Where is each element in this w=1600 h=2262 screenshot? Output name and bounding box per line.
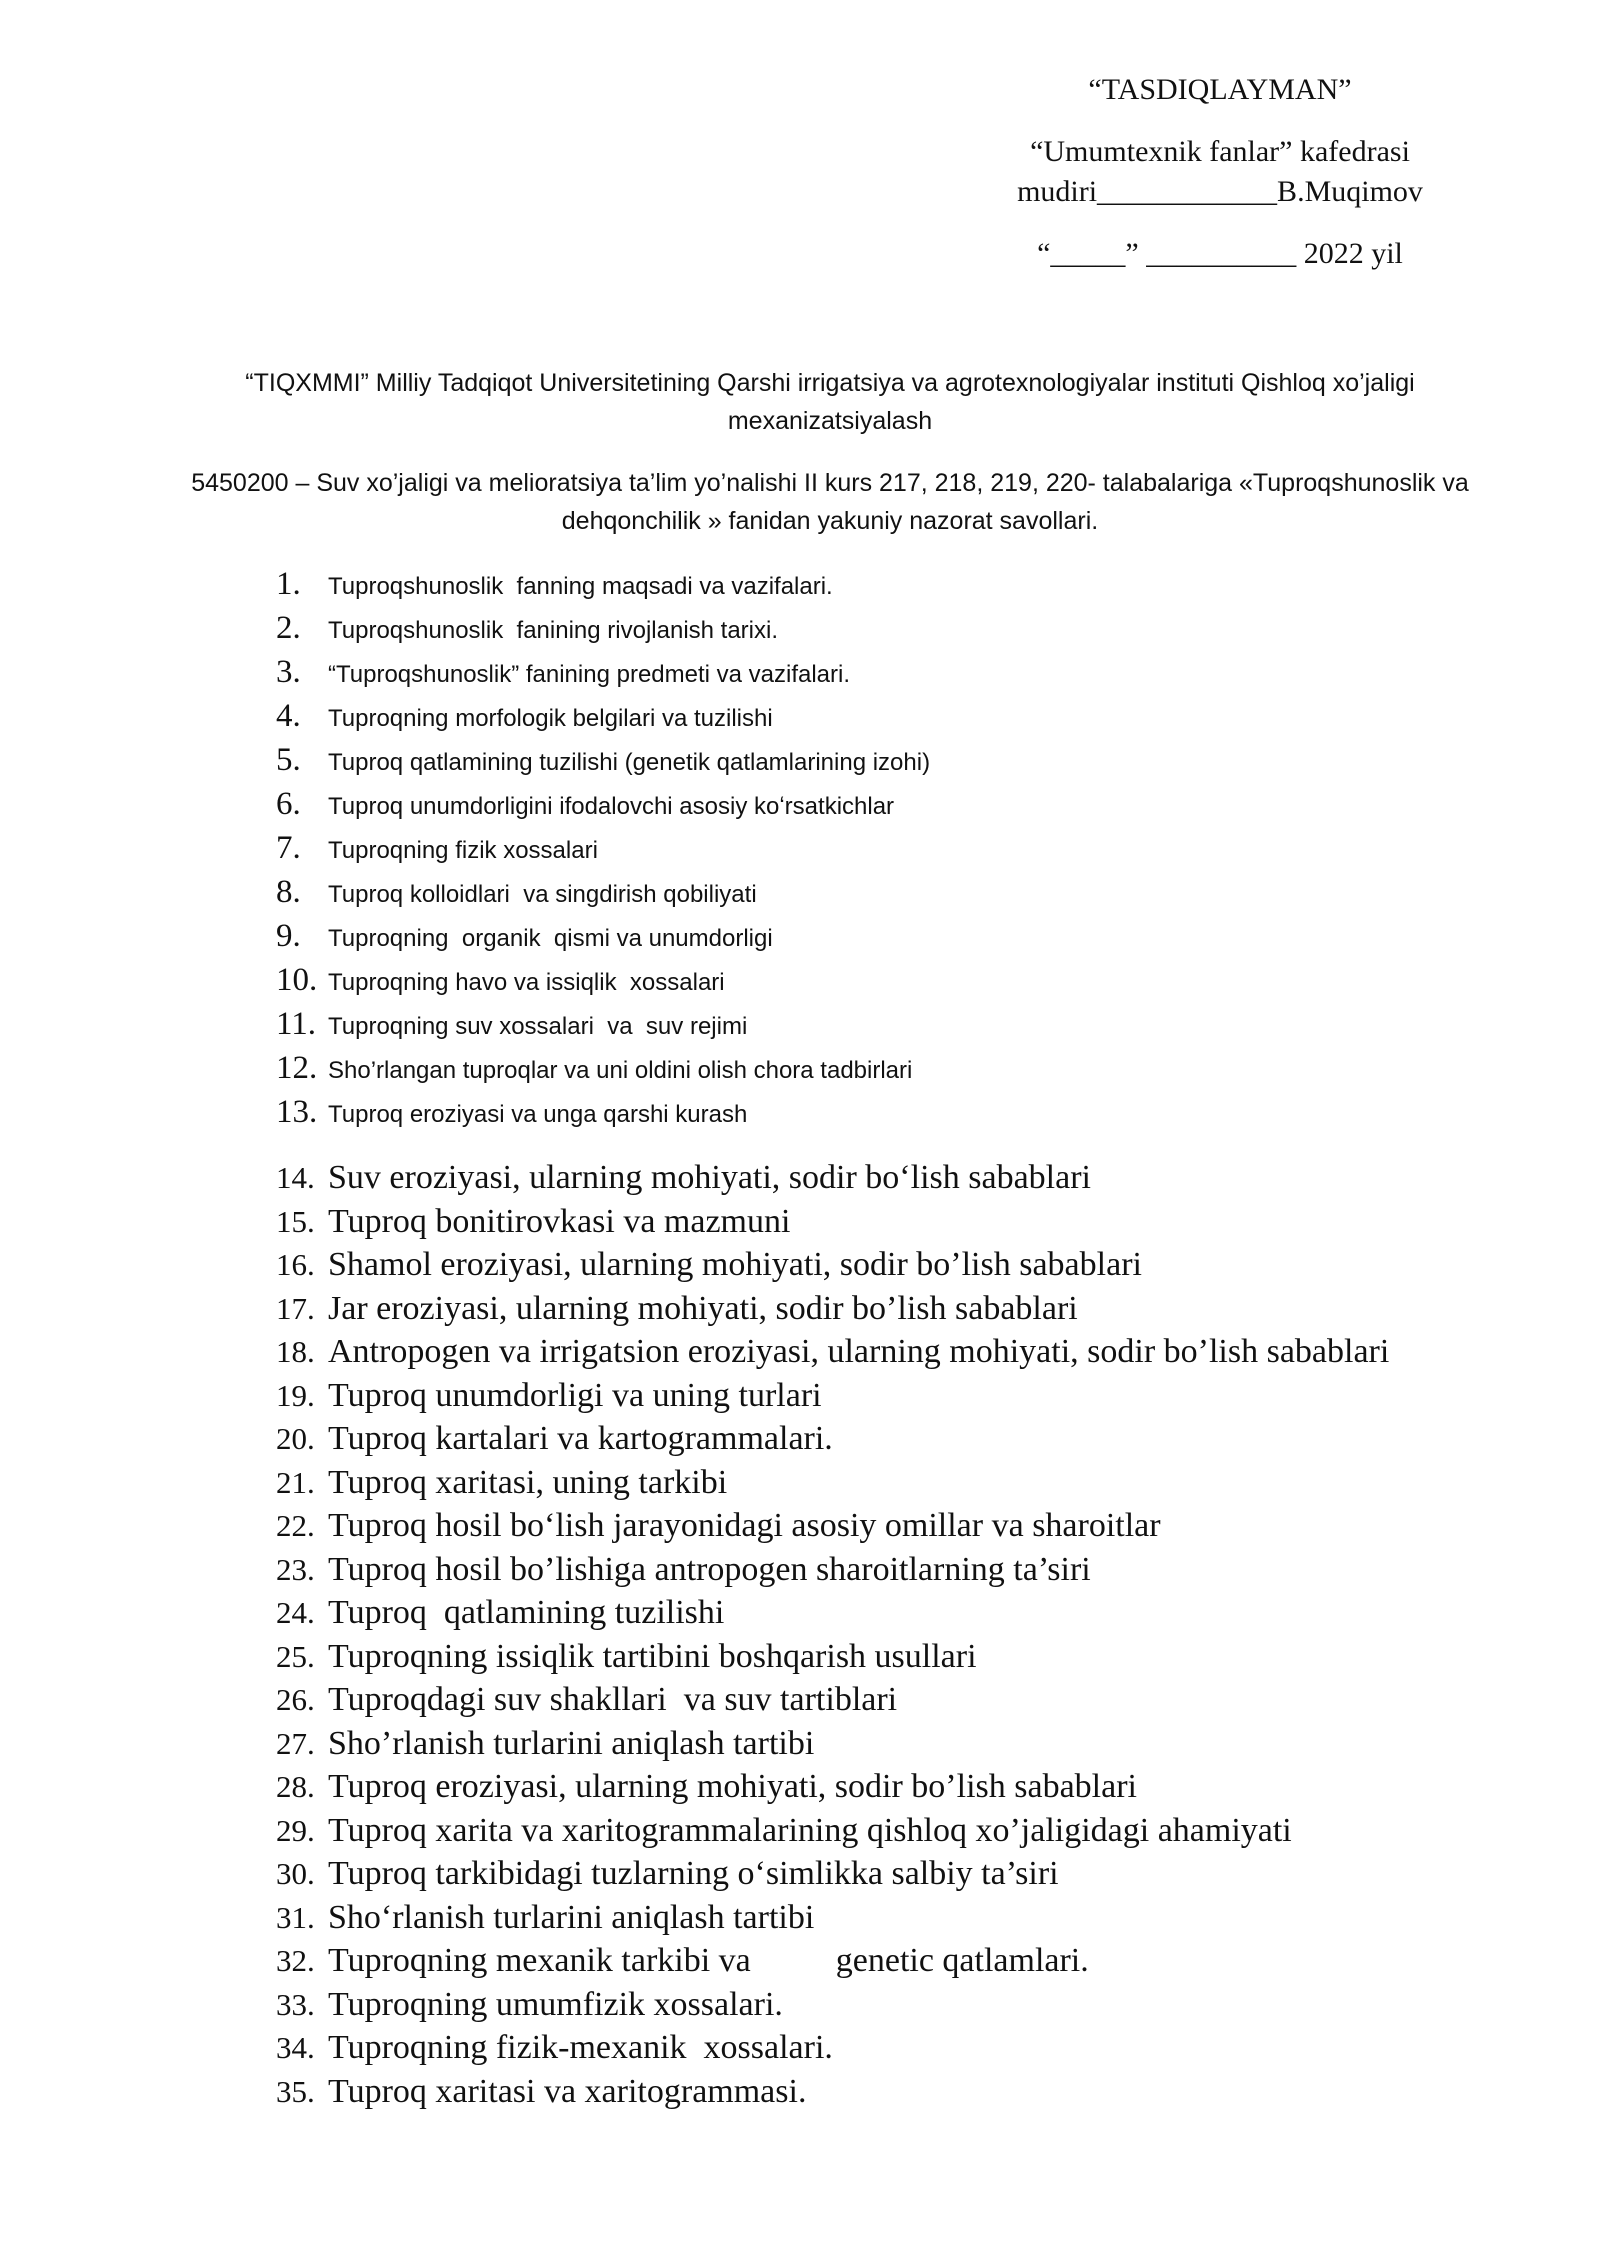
question-number: 1. xyxy=(276,566,301,602)
question-item xyxy=(276,1852,1436,1896)
question-item xyxy=(276,2070,1436,2114)
question-number: 24. xyxy=(276,1595,315,1630)
question-number: 21. xyxy=(276,1464,315,1500)
question-text: Tuproq hosil bo’lishiga antropogen sharoitlarning ta’siri xyxy=(328,1550,1091,1588)
question-item xyxy=(276,742,1436,786)
question-number: 11. xyxy=(276,1006,317,1042)
question-number: 27. xyxy=(276,1725,315,1761)
question-number: 10. xyxy=(276,962,318,998)
question-number: 23. xyxy=(276,1551,315,1587)
question-text: Tuproq hosil boʻlish jarayonidagi asosiy omillar va sharoitlar xyxy=(328,1507,1161,1544)
question-item xyxy=(276,1722,1436,1766)
question-number: 14. xyxy=(276,1160,315,1195)
question-number: 35. xyxy=(276,2073,315,2109)
question-item xyxy=(276,918,1436,962)
question-text: Tuproq xaritasi va xaritogrammasi. xyxy=(328,2072,807,2110)
question-item xyxy=(276,1635,1436,1679)
question-item xyxy=(276,786,1436,830)
question-text: “Tuproqshunoslik” fanining predmeti va vazifalari. xyxy=(328,661,851,688)
question-text: Tuproqning havo va issiqlik xossalari xyxy=(328,969,725,996)
question-text: Sho’rlanish turlarini aniqlash tartibi xyxy=(328,1724,815,1762)
question-text: Tuproqning issiqlik tartibini boshqarish usullari xyxy=(328,1637,977,1675)
question-number: 25. xyxy=(276,1638,315,1674)
question-number: 8. xyxy=(276,874,301,910)
question-text: Antropogen va irrigatsion eroziyasi, ularning mohiyati, sodir bo’lish sabablari xyxy=(328,1333,1390,1370)
question-text: Tuproq eroziyasi, ularning mohiyati, sodir bo’lish sabablari xyxy=(328,1768,1137,1805)
question-number: 22. xyxy=(276,1508,315,1543)
question-item xyxy=(276,1983,1436,2027)
question-number: 29. xyxy=(276,1812,315,1848)
approval-title: “TASDIQLAYMAN” xyxy=(1088,73,1352,106)
question-item xyxy=(276,1678,1436,1722)
question-number: 30. xyxy=(276,1856,315,1891)
question-text: Tuproq unumdorligi va uning turlari xyxy=(328,1376,822,1414)
question-item xyxy=(276,1006,1436,1050)
question-item xyxy=(276,1050,1436,1094)
question-text: Shamol eroziyasi, ularning mohiyati, sodir bo’lish sabablari xyxy=(328,1246,1142,1283)
question-number: 20. xyxy=(276,1421,315,1456)
question-item xyxy=(276,1243,1436,1287)
question-text: Tuproqning suv xossalari va suv rejimi xyxy=(328,1013,748,1040)
question-number: 5. xyxy=(276,742,301,778)
question-item xyxy=(276,1200,1436,1244)
approval-block xyxy=(960,70,1480,274)
question-text: Tuproq qatlamining tuzilishi xyxy=(328,1594,725,1631)
question-text: Tuproqshunoslik fanining rivojlanish tarixi. xyxy=(328,617,778,644)
question-item xyxy=(276,1939,1436,1983)
question-text: Tuproq kartalari va kartogrammalari. xyxy=(328,1420,833,1457)
question-text: Suv eroziyasi, ularning mohiyati, sodir boʻlish sabablari xyxy=(328,1159,1091,1196)
question-item xyxy=(276,1548,1436,1592)
question-text: Tuproqning morfologik belgilari va tuzilishi xyxy=(328,705,773,732)
question-item xyxy=(276,830,1436,874)
question-number: 3. xyxy=(276,654,301,690)
questions-list-part1 xyxy=(276,566,1436,1138)
question-text: Shoʻrlanish turlarini aniqlash tartibi xyxy=(328,1898,815,1936)
question-number: 18. xyxy=(276,1334,315,1369)
question-number: 26. xyxy=(276,1682,315,1717)
question-number: 32. xyxy=(276,1943,315,1978)
question-item xyxy=(276,1809,1436,1853)
question-item xyxy=(276,1765,1436,1809)
question-number: 2. xyxy=(276,610,301,646)
question-number: 33. xyxy=(276,1986,315,2022)
question-number: 9. xyxy=(276,918,301,954)
question-item xyxy=(276,654,1436,698)
question-text: Tuproqning umumfizik xossalari. xyxy=(328,1985,783,2023)
question-item xyxy=(276,1504,1436,1548)
question-item xyxy=(276,566,1436,610)
question-number: 17. xyxy=(276,1290,315,1326)
question-number: 13. xyxy=(276,1094,318,1130)
question-item xyxy=(276,874,1436,918)
question-item xyxy=(276,1094,1436,1138)
question-item xyxy=(276,698,1436,742)
question-text: Tuproq unumdorligini ifodalovchi asosiy koʻrsatkichlar xyxy=(328,793,895,820)
question-number: 12. xyxy=(276,1050,318,1086)
question-item xyxy=(276,1896,1436,1940)
question-number: 6. xyxy=(276,786,301,822)
document-heading-institution: “TIQXMMI” Milliy Tadqiqot Universitetining Qarshi irrigatsiya va agrotexnologiyalar instituti Qishloq xo’jaligi mexanizatsiyalash xyxy=(245,369,1415,435)
question-number: 7. xyxy=(276,830,301,866)
question-number: 19. xyxy=(276,1377,315,1413)
question-item xyxy=(276,1287,1436,1331)
question-number: 15. xyxy=(276,1203,315,1239)
question-text: Tuproq xaritasi, uning tarkibi xyxy=(328,1463,728,1501)
question-item xyxy=(276,1417,1436,1461)
approval-head-signature: mudiri____________B.Muqimov xyxy=(1017,175,1423,208)
question-text: Tuproqning mexanik tarkibi va genetic qatlamlari. xyxy=(328,1942,1089,1979)
question-item xyxy=(276,1374,1436,1418)
question-item xyxy=(276,1591,1436,1635)
question-text: Tuproq xarita va xaritogrammalarining qishloq xo’jaligidagi ahamiyati xyxy=(328,1811,1292,1849)
question-text: Tuproqning fizik xossalari xyxy=(328,837,598,864)
question-text: Sho’rlangan tuproqlar va uni oldini olish chora tadbirlari xyxy=(328,1057,913,1084)
approval-department: “Umumtexnik fanlar” kafedrasi xyxy=(1030,135,1410,168)
question-number: 31. xyxy=(276,1899,315,1935)
question-item xyxy=(276,2026,1436,2070)
question-number: 34. xyxy=(276,2030,315,2065)
question-item xyxy=(276,1156,1436,1200)
question-text: Tuproqning organik qismi va unumdorligi xyxy=(328,925,773,952)
question-item xyxy=(276,1330,1436,1374)
question-item xyxy=(276,962,1436,1006)
question-text: Tuproqning fizik-mexanik xossalari. xyxy=(328,2029,833,2066)
question-number: 28. xyxy=(276,1769,315,1804)
question-item xyxy=(276,610,1436,654)
question-text: Tuproq tarkibidagi tuzlarning oʻsimlikka salbiy ta’siri xyxy=(328,1855,1059,1892)
question-text: Tuproqshunoslik fanning maqsadi va vazifalari. xyxy=(328,573,833,600)
questions-list-part2 xyxy=(276,1156,1436,2113)
document-heading-subject: 5450200 – Suv xo’jaligi va melioratsiya ta’lim yo’nalishi II kurs 217, 218, 219, 220- talabalariga «Tuproqshunoslik va dehqonchilik » fanidan yakuniy nazorat savollari. xyxy=(191,469,1469,535)
question-text: Tuproq eroziyasi va unga qarshi kurash xyxy=(328,1101,748,1128)
question-text: Tuproq qatlamining tuzilishi (genetik qatlamlarining izohi) xyxy=(328,749,931,776)
approval-date: “_____” __________ 2022 yil xyxy=(1037,237,1403,270)
question-text: Tuproq kolloidlari va singdirish qobiliyati xyxy=(328,881,757,908)
question-item xyxy=(276,1461,1436,1505)
question-number: 16. xyxy=(276,1247,315,1282)
question-text: Jar eroziyasi, ularning mohiyati, sodir bo’lish sabablari xyxy=(328,1289,1078,1327)
question-text: Tuproqdagi suv shakllari va suv tartiblari xyxy=(328,1681,898,1718)
question-number: 4. xyxy=(276,698,301,734)
question-text: Tuproq bonitirovkasi va mazmuni xyxy=(328,1202,791,1240)
